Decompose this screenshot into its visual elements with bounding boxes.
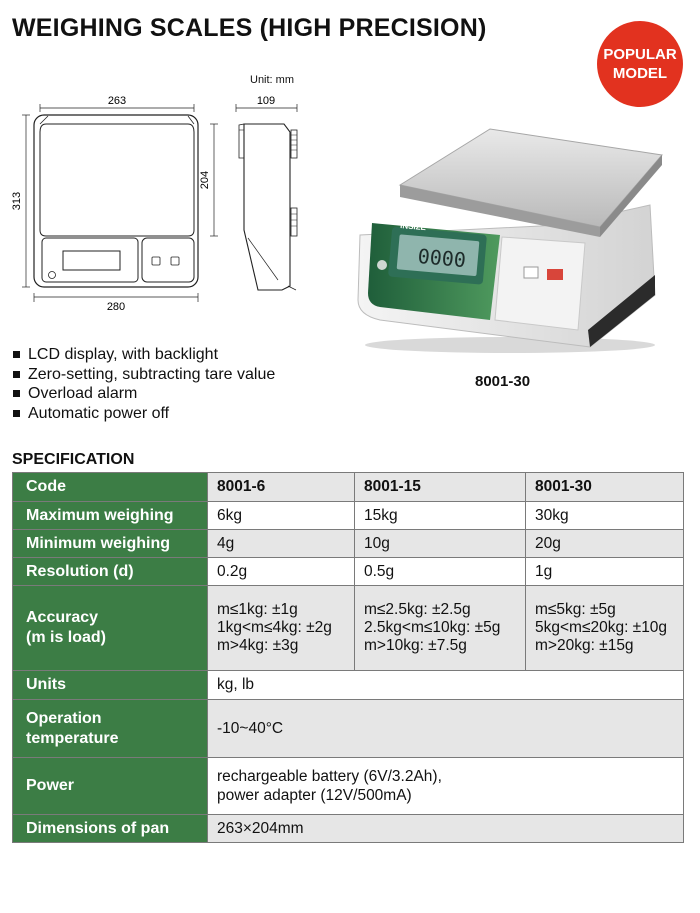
- cell-line: m≤1kg: ±1g: [217, 601, 298, 618]
- row-label-line: temperature: [26, 729, 119, 747]
- cell-line: 1kg<m≤4kg: ±2g: [217, 619, 332, 636]
- cell-line: rechargeable battery (6V/3.2Ah),: [217, 768, 442, 785]
- bullet-icon: [13, 390, 20, 397]
- feature-item: [12, 384, 275, 404]
- badge-line-2: MODEL: [612, 65, 668, 82]
- cell-line: power adapter (12V/500mA): [217, 787, 412, 804]
- bullet-icon: [13, 371, 20, 378]
- table-cell: 1g: [526, 558, 684, 586]
- table-cell: 30kg: [526, 502, 684, 530]
- column-header: 8001-6: [208, 473, 355, 502]
- row-label-line: Operation: [26, 709, 102, 727]
- row-label: Code: [13, 473, 208, 502]
- row-label-line: (m is load): [26, 629, 107, 646]
- spec-heading: SPECIFICATION: [12, 451, 135, 468]
- dimension-drawing: [8, 90, 308, 320]
- table-row-units: [13, 671, 684, 700]
- product-caption: 8001-30: [475, 373, 531, 390]
- feature-item: [12, 345, 275, 365]
- popular-model-badge: [597, 21, 683, 107]
- table-cell: [526, 586, 684, 671]
- row-label: Dimensions of pan: [13, 815, 208, 843]
- feature-text: Overload alarm: [28, 385, 138, 402]
- dim-side-depth: 109: [256, 95, 276, 107]
- feature-text: Zero-setting, subtracting tare value: [28, 365, 276, 383]
- row-label: Resolution (d): [13, 558, 208, 586]
- row-label: Power: [13, 758, 208, 815]
- lcd-readout: 0000: [416, 243, 467, 273]
- row-label: [13, 700, 208, 758]
- row-label: Minimum weighing: [13, 530, 208, 558]
- column-header: 8001-15: [355, 473, 526, 502]
- table-row-min: [13, 530, 684, 558]
- table-cell: [355, 586, 526, 671]
- table-cell: 15kg: [355, 502, 526, 530]
- table-cell: 4g: [208, 530, 355, 558]
- row-label: [13, 586, 208, 671]
- column-header: 8001-30: [526, 473, 684, 502]
- table-cell: 10g: [355, 530, 526, 558]
- page-title: WEIGHING SCALES (HIGH PRECISION): [12, 14, 487, 42]
- table-cell: kg, lb: [208, 671, 684, 700]
- feature-text: LCD display, with backlight: [28, 346, 219, 363]
- feature-item: [12, 365, 275, 385]
- table-cell: 20g: [526, 530, 684, 558]
- feature-text: Automatic power off: [28, 404, 170, 422]
- feature-item: [12, 404, 275, 424]
- table-cell: 0.2g: [208, 558, 355, 586]
- unit-label: Unit: mm: [250, 74, 294, 86]
- badge-line-1: POPULAR: [603, 46, 677, 63]
- dim-height: 313: [11, 191, 23, 211]
- cell-line: m≤2.5kg: ±2.5g: [364, 601, 471, 618]
- table-row-power: [13, 758, 684, 815]
- row-label-line: Accuracy: [26, 609, 99, 626]
- table-row-pan-dimensions: [13, 815, 684, 843]
- table-row-code: [13, 473, 684, 502]
- feature-list: [12, 345, 275, 423]
- row-label: Units: [13, 671, 208, 700]
- dim-top-width: 263: [107, 95, 127, 107]
- bullet-icon: [13, 410, 20, 417]
- cell-line: m≤5kg: ±5g: [535, 601, 616, 618]
- table-cell: [208, 586, 355, 671]
- cell-line: m>4kg: ±3g: [217, 637, 299, 654]
- cell-line: 5kg<m≤20kg: ±10g: [535, 619, 668, 636]
- table-cell: -10~40°C: [208, 700, 684, 758]
- table-row-max: [13, 502, 684, 530]
- row-label: Maximum weighing: [13, 502, 208, 530]
- table-cell: 6kg: [208, 502, 355, 530]
- table-row-temperature: [13, 700, 684, 758]
- cell-line: 2.5kg<m≤10kg: ±5g: [364, 619, 501, 636]
- table-row-accuracy: [13, 586, 684, 671]
- bullet-icon: [13, 351, 20, 358]
- scale-product-image: [350, 115, 670, 360]
- table-cell: 0.5g: [355, 558, 526, 586]
- cell-line: m>10kg: ±7.5g: [364, 637, 467, 654]
- cell-line: m>20kg: ±15g: [535, 637, 634, 654]
- dim-bottom-width: 280: [106, 301, 126, 313]
- table-cell: 263×204mm: [208, 815, 684, 843]
- table-cell: [208, 758, 684, 815]
- table-row-resolution: [13, 558, 684, 586]
- spec-table: [12, 472, 684, 843]
- brand-label: INSIZE: [399, 221, 427, 233]
- dim-pan-depth: 204: [199, 170, 211, 190]
